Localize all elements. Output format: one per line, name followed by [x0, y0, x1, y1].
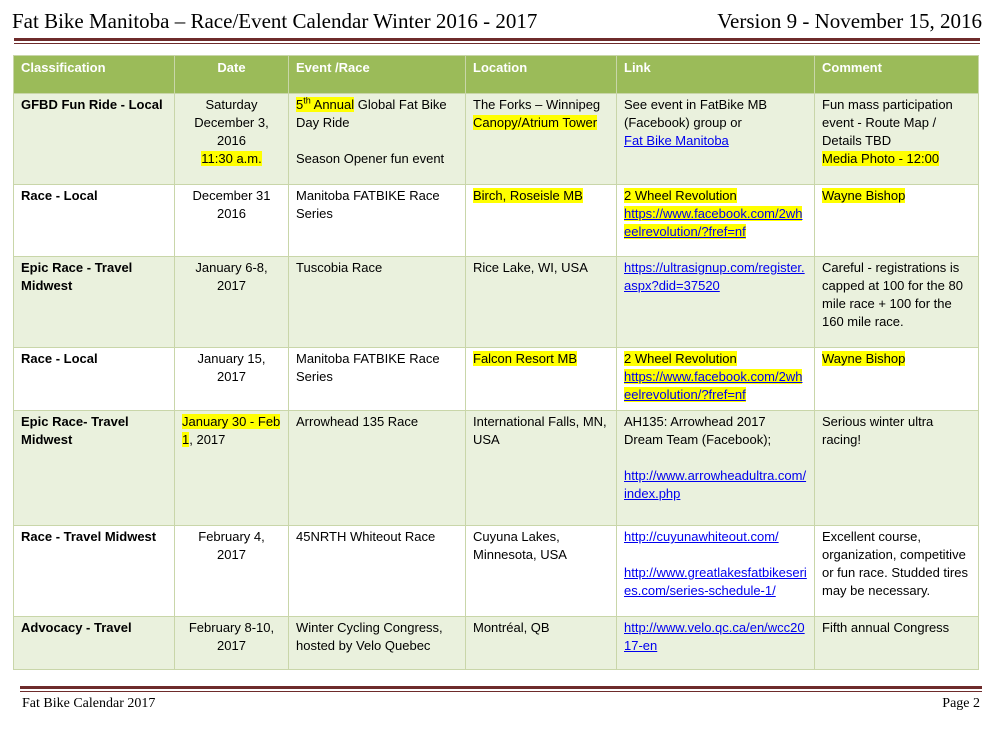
link-url[interactable]: https://www.facebook.com/2wheelrevolution/?fref=nf: [624, 369, 803, 402]
classification-cell: Epic Race- Travel Midwest: [14, 411, 175, 526]
date-text: February 8-10,: [188, 620, 275, 635]
column-header-date: Date: [175, 56, 289, 94]
table-row: [14, 94, 979, 185]
link-cell: [617, 348, 815, 411]
link-url[interactable]: http://cuyunawhiteout.com/: [624, 529, 779, 544]
location-cell: Cuyuna Lakes, Minnesota, USA: [466, 526, 617, 617]
event-cell: 45NRTH Whiteout Race: [289, 526, 466, 617]
link-cell: [617, 94, 815, 185]
comment-cell: Fifth annual Congress: [815, 617, 979, 670]
date-cell: [175, 94, 289, 185]
date-text: 2017: [217, 369, 246, 384]
date-cell: [175, 526, 289, 617]
header-rule-thin: [14, 43, 980, 44]
page-number: Page 2: [942, 696, 980, 711]
date-text: Saturday: [205, 97, 258, 112]
footer-rule: [20, 686, 982, 689]
link-description: 2 Wheel Revolution: [624, 351, 737, 366]
link-cell: [617, 257, 815, 348]
date-text: December 31: [192, 188, 271, 203]
classification-cell: Advocacy - Travel: [14, 617, 175, 670]
classification-cell: Race - Local: [14, 348, 175, 411]
location-cell: [466, 348, 617, 411]
document-title: Fat Bike Manitoba – Race/Event Calendar Winter 2016 - 2017: [12, 9, 538, 33]
comment-cell: [815, 94, 979, 185]
date-text: , 2017: [189, 432, 226, 447]
event-ordinal-suffix: th: [303, 95, 311, 106]
footer-rule-thin: [20, 691, 982, 692]
date-cell: [175, 411, 289, 526]
location-cell: Rice Lake, WI, USA: [466, 257, 617, 348]
table-row: [14, 185, 979, 257]
event-cell: Winter Cycling Congress, hosted by Velo Quebec: [289, 617, 466, 670]
column-header-classification: Classification: [14, 56, 175, 94]
event-name: Global Fat Bike Day Ride: [296, 97, 447, 130]
date-text: 2016: [217, 133, 246, 148]
link-url[interactable]: http://www.greatlakesfatbikeseries.com/series-schedule-1/: [624, 565, 807, 598]
column-header-event: Event /Race: [289, 56, 466, 94]
date-text: January 15,: [197, 351, 266, 366]
date-text: 2017: [217, 278, 246, 293]
event-cell: Manitoba FATBIKE Race Series: [289, 185, 466, 257]
comment-cell: Excellent course, organization, competitive or fun race. Studded tires may be necessary.: [815, 526, 979, 617]
link-url[interactable]: https://ultrasignup.com/register.aspx?did=37520: [624, 260, 805, 293]
comment-cell: [815, 348, 979, 411]
date-text: December 3,: [194, 115, 269, 130]
comment-text: Fun mass participation event - Route Map / Details TBD: [822, 97, 953, 148]
event-time: 11:30 a.m.: [201, 151, 262, 166]
date-range-highlight: January 30 - Feb 1: [182, 414, 281, 447]
location-cell: [466, 185, 617, 257]
classification-cell: GFBD Fun Ride - Local: [14, 94, 175, 185]
column-header-location: Location: [466, 56, 617, 94]
date-cell: [175, 185, 289, 257]
comment-highlight: Media Photo - 12:00: [822, 151, 940, 166]
location-text: Birch, Roseisle MB: [473, 188, 583, 203]
link-description: 2 Wheel Revolution: [624, 188, 737, 203]
column-header-comment: Comment: [815, 56, 979, 94]
event-cell: [289, 94, 466, 185]
event-cell: Arrowhead 135 Race: [289, 411, 466, 526]
version-label: Version 9 - November 15, 2016: [717, 9, 982, 33]
comment-cell: Serious winter ultra racing!: [815, 411, 979, 526]
location-text: Falcon Resort MB: [473, 351, 578, 366]
date-cell: [175, 257, 289, 348]
date-text: 2017: [217, 547, 246, 562]
comment-text: Wayne Bishop: [822, 351, 906, 366]
link-cell: [617, 411, 815, 526]
location-text: The Forks – Winnipeg: [473, 97, 601, 112]
link-cell: [617, 526, 815, 617]
classification-cell: Race - Travel Midwest: [14, 526, 175, 617]
location-cell: [466, 94, 617, 185]
date-cell: [175, 617, 289, 670]
event-cell: Manitoba FATBIKE Race Series: [289, 348, 466, 411]
table-row: [14, 257, 979, 348]
link-fat-bike-manitoba[interactable]: Fat Bike Manitoba: [624, 133, 729, 148]
column-header-link: Link: [617, 56, 815, 94]
classification-cell: Epic Race - Travel Midwest: [14, 257, 175, 348]
table-row: [14, 348, 979, 411]
table-row: [14, 411, 979, 526]
table-row: [14, 526, 979, 617]
date-text: 2016: [217, 206, 246, 221]
event-annual: Annual: [310, 97, 355, 112]
link-description: AH135: Arrowhead 2017 Dream Team (Facebook);: [624, 414, 772, 447]
event-cell: Tuscobia Race: [289, 257, 466, 348]
classification-cell: Race - Local: [14, 185, 175, 257]
link-url[interactable]: http://www.velo.qc.ca/en/wcc2017-en: [624, 620, 805, 653]
link-cell: [617, 185, 815, 257]
date-text: February 4,: [198, 529, 265, 544]
event-calendar-table: [13, 55, 979, 670]
footer-title: Fat Bike Calendar 2017: [22, 696, 156, 711]
link-url[interactable]: http://www.arrowheadultra.com/index.php: [624, 468, 807, 501]
link-description: See event in FatBike MB (Facebook) group or: [624, 97, 768, 130]
link-cell: [617, 617, 815, 670]
link-url[interactable]: https://www.facebook.com/2wheelrevolution/?fref=nf: [624, 206, 803, 239]
event-ordinal: 5: [296, 97, 304, 112]
page-header: [12, 9, 982, 35]
comment-text: Wayne Bishop: [822, 188, 906, 203]
date-text: 2017: [217, 638, 246, 653]
comment-cell: Careful - registrations is capped at 100 for the 80 mile race + 100 for the 160 mile race.: [815, 257, 979, 348]
location-cell: International Falls, MN, USA: [466, 411, 617, 526]
table-row: [14, 617, 979, 670]
event-note: Season Opener fun event: [296, 151, 445, 166]
date-cell: [175, 348, 289, 411]
location-venue: Canopy/Atrium Tower: [473, 115, 598, 130]
date-text: January 6-8,: [195, 260, 268, 275]
header-rule: [14, 38, 980, 41]
location-cell: Montréal, QB: [466, 617, 617, 670]
comment-cell: [815, 185, 979, 257]
table-header-row: [14, 56, 979, 94]
